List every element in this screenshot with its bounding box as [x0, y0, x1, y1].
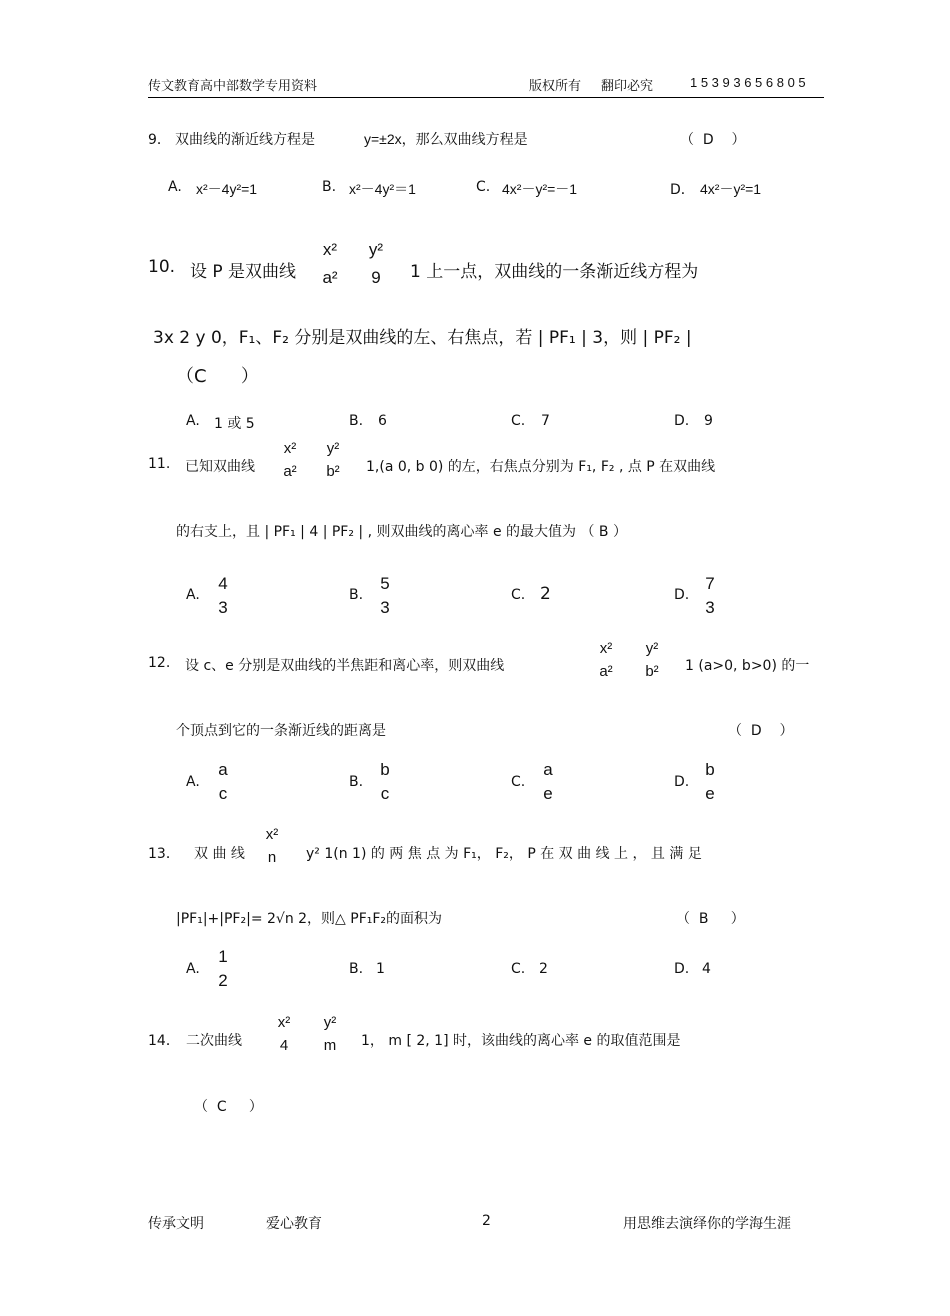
q9-option-d-label: D．	[670, 182, 695, 198]
q12-option-a-fraction	[214, 760, 232, 804]
q12-fraction-x	[594, 640, 618, 680]
q12-option-d-numerator: b	[705, 760, 715, 779]
q10-pre: 设 P 是双曲线	[190, 262, 297, 282]
q13-line2: |PF₁|+|PF₂|= 2√n 2，则△ PF₁F₂的面积为	[176, 911, 443, 927]
q13-fraction-x	[261, 826, 283, 866]
q10-frac2-numerator: y²	[368, 240, 384, 259]
q12-option-b-label: B.	[349, 774, 364, 790]
q13-option-a-label: A.	[186, 961, 200, 977]
q9-option-b-label: B.	[322, 179, 337, 195]
q13-option-b: 1	[376, 961, 385, 977]
q12-post: 1 (a>0, b>0) 的一	[685, 658, 810, 674]
q11-frac2-denominator: b²	[326, 463, 340, 480]
q10-option-b: 6	[378, 413, 387, 429]
q9-option-c-label: C.	[476, 179, 491, 195]
q13-option-c-label: C.	[511, 961, 526, 977]
q14-number: 14．	[148, 1033, 180, 1049]
q14-frac2-denominator: m	[323, 1037, 337, 1054]
q13-frac1-numerator: x²	[265, 826, 279, 843]
q13-answer: （ B ）	[676, 911, 745, 927]
q14-fraction-x	[273, 1014, 295, 1054]
q10-option-d-label: D.	[674, 413, 690, 429]
q9-option-c: 4x²－y²=－1	[502, 181, 578, 197]
q13-mid: y² 1(n 1) 的 两 焦 点 为 F₁， F₂， P 在 双 曲 线 上 ， 且 满 足	[306, 846, 702, 862]
q14-answer: （ C ）	[194, 1099, 263, 1115]
q12-number: 12.	[148, 655, 171, 671]
q10-fraction-y	[364, 240, 388, 288]
q13-option-b-label: B.	[349, 961, 364, 977]
header-rights: 版权所有	[529, 79, 582, 94]
q9-number: 9．	[148, 132, 171, 148]
q12-line2: 个顶点到它的一条渐近线的距离是	[176, 723, 386, 739]
q12-pre: 设 c、e 分别是双曲线的半焦距和离心率，则双曲线	[185, 658, 505, 674]
q14-pre: 二次曲线	[186, 1033, 242, 1049]
page-number: 2	[482, 1213, 491, 1229]
q11-option-c: 2	[540, 584, 551, 604]
q12-option-c-fraction	[539, 760, 557, 804]
q11-option-a-fraction	[214, 574, 232, 618]
footer-motto-a: 传承文明	[148, 1216, 204, 1232]
q14-post: 1， m [ 2, 1] 时，该曲线的离心率 e 的取值范围是	[361, 1033, 681, 1049]
q11-option-b-numerator: 5	[380, 574, 390, 593]
q11-option-d-label: D.	[674, 587, 690, 603]
q12-option-d-label: D.	[674, 774, 690, 790]
q9-text: 双曲线的渐近线方程是	[175, 132, 315, 148]
q11-option-a-numerator: 4	[218, 574, 228, 593]
q11-option-b-fraction	[376, 574, 394, 618]
q11-pre: 已知双曲线	[185, 459, 255, 475]
q13-option-d: 4	[702, 961, 711, 977]
q10-option-b-label: B.	[349, 413, 364, 429]
q10-line2: 3x 2 y 0，F₁、F₂ 分别是双曲线的左、右焦点，若 | PF₁ | 3，则 | PF₂ |	[153, 328, 692, 348]
q13-option-a-denominator: 2	[218, 971, 228, 990]
q11-fraction-y	[320, 440, 346, 480]
q12-frac1-numerator: x²	[599, 640, 613, 657]
q10-option-a: 1 或 5	[214, 416, 255, 432]
q10-option-a-label: A.	[186, 413, 200, 429]
q12-option-b-fraction	[376, 760, 394, 804]
q10-frac1-numerator: x²	[322, 240, 338, 259]
q10-option-c-label: C.	[511, 413, 526, 429]
q10-option-c: 7	[541, 413, 550, 429]
q12-option-a-numerator: a	[218, 760, 228, 779]
q12-answer: （ D ）	[728, 723, 794, 739]
q12-option-a-label: A.	[186, 774, 200, 790]
q12-option-c-numerator: a	[543, 760, 553, 779]
q11-option-d-fraction	[701, 574, 719, 618]
q14-frac2-numerator: y²	[323, 1014, 337, 1031]
footer-motto-b: 爱心教育	[266, 1216, 322, 1232]
q14-fraction-y	[318, 1014, 342, 1054]
q10-number: 10.	[148, 257, 176, 277]
q12-option-b-denominator: c	[380, 784, 390, 803]
q11-frac1-numerator: x²	[283, 440, 297, 457]
footer-motto-c: 用思维去演绎你的学海生涯	[623, 1216, 791, 1232]
q12-option-b-numerator: b	[380, 760, 390, 779]
q14-frac1-numerator: x²	[277, 1014, 291, 1031]
q10-option-d: 9	[704, 413, 713, 429]
q13-pre: 双 曲 线	[194, 846, 245, 862]
q11-option-b-denominator: 3	[380, 598, 390, 617]
header-title: 传文教育高中部数学专用资料	[148, 79, 318, 94]
q10-fraction-x	[318, 240, 342, 288]
q13-option-a-fraction	[214, 947, 232, 991]
q13-frac1-denominator: n	[267, 849, 277, 866]
header-phone: 1 5 3 9 3 6 5 6 8 0 5	[690, 75, 806, 90]
q12-frac2-denominator: b²	[645, 663, 659, 680]
q9-option-a-label: A.	[168, 179, 182, 195]
q13-number: 13．	[148, 846, 180, 862]
q12-frac1-denominator: a²	[599, 663, 613, 680]
q11-frac2-numerator: y²	[326, 440, 340, 457]
q11-number: 11.	[148, 456, 171, 472]
q10-frac2-denominator: 9	[371, 268, 381, 287]
q12-option-d-fraction	[701, 760, 719, 804]
q9-answer: （ D ）	[680, 132, 746, 148]
q14-frac1-denominator: 4	[279, 1037, 289, 1054]
q10-answer: （C ）	[176, 366, 259, 387]
q9-option-a: x²－4y²=1	[196, 181, 258, 197]
q11-line2: 的右支上，且 | PF₁ | 4 | PF₂ | , 则双曲线的离心率 e 的最大值为 （ B ）	[176, 524, 627, 540]
q13-option-d-label: D.	[674, 961, 690, 977]
q11-post: 1,(a 0, b 0) 的左，右焦点分别为 F₁, F₂ , 点 P 在双曲线	[366, 459, 716, 475]
q11-option-a-label: A.	[186, 587, 200, 603]
header-no-copy: 翻印必究	[601, 79, 654, 94]
q12-option-a-denominator: c	[218, 784, 228, 803]
q11-option-a-denominator: 3	[218, 598, 228, 617]
q9-equation: y=±2x，那么双曲线方程是	[364, 131, 528, 147]
header-divider	[148, 97, 824, 98]
q13-option-a-numerator: 1	[218, 947, 228, 966]
q12-option-c-label: C.	[511, 774, 526, 790]
q11-fraction-x	[278, 440, 302, 480]
q11-option-d-numerator: 7	[705, 574, 715, 593]
q10-post: 1 上一点，双曲线的一条渐近线方程为	[410, 262, 699, 282]
q11-frac1-denominator: a²	[283, 463, 297, 480]
q12-option-c-denominator: e	[543, 784, 553, 803]
q12-option-d-denominator: e	[705, 784, 715, 803]
q10-frac1-denominator: a²	[322, 268, 338, 287]
q12-frac2-numerator: y²	[645, 640, 659, 657]
q13-option-c: 2	[539, 961, 548, 977]
q11-option-b-label: B.	[349, 587, 364, 603]
q9-option-b: x²－4y²＝1	[349, 181, 416, 197]
q11-option-d-denominator: 3	[705, 598, 715, 617]
q12-fraction-y	[639, 640, 665, 680]
q9-option-d: 4x²－y²=1	[700, 181, 762, 197]
q11-option-c-label: C.	[511, 587, 526, 603]
